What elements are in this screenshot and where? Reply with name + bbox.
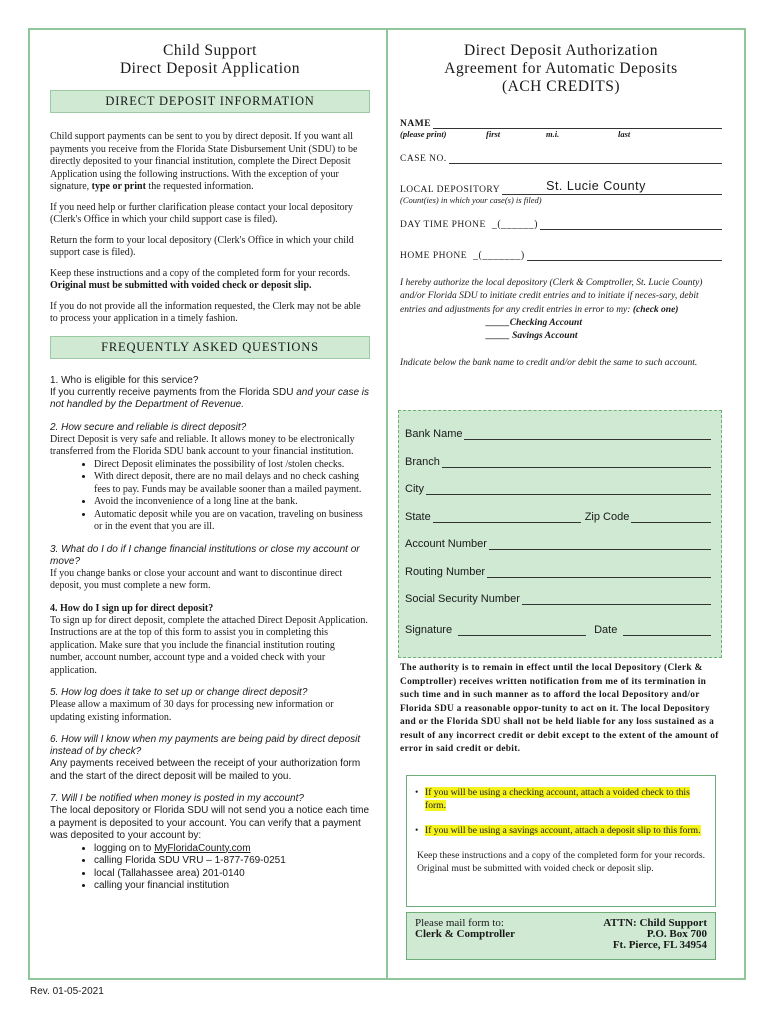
- attachment-notes-box: [406, 775, 716, 907]
- faq-a1: [50, 387, 370, 412]
- direct-deposit-info-band: DIRECT DEPOSIT INFORMATION: [50, 90, 370, 113]
- signature-label: Signature: [405, 624, 453, 636]
- faq-a2-bullets: [50, 459, 370, 534]
- savings-account-option[interactable]: _____ Savings Account: [486, 331, 578, 342]
- branch-input[interactable]: [442, 455, 711, 468]
- routing-number-row: [405, 565, 711, 578]
- list-item: • Direct Deposit eliminates the possibility of lost /stolen checks.: [94, 459, 370, 472]
- date-label: Date: [594, 624, 618, 636]
- state-input[interactable]: [433, 510, 581, 523]
- faq-q3: 3. What do I do if I change financial institutions or close my account or move?: [50, 543, 360, 567]
- list-item: • calling your financial institution: [94, 880, 370, 893]
- authorization-column: [400, 42, 722, 371]
- faq-band: FREQUENTLY ASKED QUESTIONS: [50, 336, 370, 359]
- authorize-text: I hereby authorize the local depository (Clerk & Comptroller, St. Lucie County) and/or Florida SDU to initiate credit entries and to initiate if neces-sary, debit entries and adjustments for any credit entries in error to my:: [400, 278, 703, 315]
- city-row: [405, 482, 711, 495]
- name-sub-last: last: [618, 129, 631, 139]
- faq-a1-text: If you currently receive payments from the Florida SDU: [50, 386, 297, 398]
- keep-bold: Original must be submitted with voided check or deposit slip.: [50, 280, 312, 291]
- home-phone-row: [400, 248, 722, 261]
- name-sub-print: (please print): [400, 129, 447, 139]
- depository-label: LOCAL DEPOSITORY: [400, 185, 501, 195]
- name-label: NAME: [400, 119, 432, 129]
- revision-label: Rev. 01-05-2021: [30, 986, 104, 997]
- routing-number-input[interactable]: [487, 565, 711, 578]
- faq-q2: 2. How secure and reliable is direct deposit?: [50, 421, 247, 433]
- intro-text-end: the requested information.: [145, 181, 254, 192]
- name-sublabels: [400, 129, 722, 139]
- faq-q5: 5. How log does it take to set up or change direct deposit?: [50, 687, 308, 698]
- faq-a3: If you change banks or close your account and want to discontinue direct deposit, you must complete a new form.: [50, 567, 343, 591]
- depository-sublabel: (Count(ies) in which your case(s) is filed): [400, 195, 542, 205]
- routing-number-label: Routing Number: [405, 565, 486, 578]
- name-sub-mi: m.i.: [546, 129, 560, 139]
- mail-label: Please mail form to:: [415, 917, 504, 929]
- depository-value: St. Lucie County: [546, 179, 646, 193]
- bullet-icon: •: [415, 787, 419, 798]
- keep-note: Keep these instructions and a copy of the completed form for your records. Original must be submitted with voided check or deposit slip.: [417, 850, 705, 874]
- keep-paragraph: [50, 268, 370, 293]
- mail-po-box: P.O. Box 700: [646, 928, 707, 940]
- intro-paragraph: [50, 131, 370, 194]
- checking-note: [415, 786, 707, 812]
- bank-name-row: [405, 427, 711, 440]
- date-input[interactable]: [623, 623, 711, 636]
- faq-a4: To sign up for direct deposit, complete the attached Direct Deposit Application. Instructions are at the top of this form to assist you in completing this application. Make sure that you include the financial institution routing number, account number, account type and a voided check with your application.: [50, 614, 368, 676]
- ssn-row: [405, 592, 711, 605]
- day-phone-row: [400, 217, 722, 230]
- case-input[interactable]: [449, 151, 722, 164]
- home-phone-input[interactable]: [527, 248, 722, 261]
- account-number-input[interactable]: [489, 537, 711, 550]
- faq-a7-bullets: [50, 843, 370, 893]
- case-label: CASE NO.: [400, 154, 447, 164]
- incomplete-paragraph: If you do not provide all the information requested, the Clerk may not be able to process your application in a timely fashion.: [50, 300, 361, 324]
- left-title: [50, 42, 370, 78]
- faq-a6: Any payments received between the receipt of your authorization form and the start of the direct deposit will be mailed to you.: [50, 758, 361, 782]
- day-phone-input[interactable]: [540, 217, 722, 230]
- list-item: [94, 843, 370, 856]
- name-row: [400, 116, 722, 129]
- name-field: [400, 116, 722, 139]
- faq-q4: 4. How do I sign up for direct deposit?: [50, 602, 214, 614]
- list-item: • Avoid the inconvenience of a long line at the bank.: [94, 496, 370, 509]
- checking-account-option[interactable]: _____Checking Account: [486, 317, 582, 328]
- list-item: • calling Florida SDU VRU – 1-877-769-0251: [94, 855, 370, 868]
- return-paragraph: Return the form to your local depository (Clerk's Office in which your child support case is filed).: [50, 234, 354, 258]
- bank-info-box: [398, 410, 722, 658]
- list-item: • With direct deposit, there are no mail delays and no check cashing fees to pay. Funds may be available sooner than a mailed payment.: [94, 471, 370, 496]
- list-item: • Automatic deposit while you are on vacation, traveling on business or in the event that you are ill.: [94, 509, 370, 534]
- branch-row: [405, 455, 711, 468]
- list-item: • local (Tallahassee area) 201-0140: [94, 868, 370, 881]
- mailing-address-box: [406, 912, 716, 960]
- ssn-label: Social Security Number: [405, 593, 520, 605]
- authorize-check-one: (check one): [632, 304, 679, 315]
- signature-date-row: [405, 623, 711, 636]
- mail-clerk: Clerk & Comptroller: [415, 928, 515, 940]
- name-input[interactable]: [433, 116, 722, 129]
- faq-q6: 6. How will I know when my payments are being paid by direct deposit instead of by check?: [50, 734, 361, 757]
- mail-attn: ATTN: Child Support: [603, 917, 707, 929]
- checking-note-text: If you will be using a checking account, attach a voided check to this form.: [425, 787, 690, 811]
- ssn-input[interactable]: [522, 592, 711, 605]
- faq-a5: Please allow a maximum of 30 days for processing new information or updating existing information.: [50, 699, 334, 723]
- bank-name-input[interactable]: [464, 427, 711, 440]
- indicate-paragraph: Indicate below the bank name to credit and/or debit the same to such account.: [400, 358, 698, 369]
- intro-bold: type or print: [91, 181, 146, 192]
- state-zip-row: [405, 510, 711, 523]
- left-title-line1: Child Support: [163, 42, 257, 59]
- column-divider: [386, 30, 388, 978]
- faq-a1-italic: and your case is not handled by the Department of Revenue.: [50, 386, 370, 410]
- bullet-icon: •: [415, 825, 419, 836]
- day-phone-area: _(______): [491, 219, 538, 230]
- instructions-column: [50, 42, 370, 893]
- myfloridacounty-link[interactable]: MyFloridaCounty.com: [154, 842, 251, 854]
- authorize-paragraph: [400, 277, 722, 317]
- home-phone-label: HOME PHONE: [400, 251, 468, 261]
- mail-city: Ft. Pierce, FL 34954: [612, 939, 707, 951]
- depository-input[interactable]: [502, 178, 722, 195]
- right-title-line3: (ACH CREDITS): [501, 78, 620, 95]
- zip-label: Zip Code: [584, 510, 630, 523]
- branch-label: Branch: [405, 455, 440, 468]
- faq-a7: The local depository or Florida SDU will not send you a notice each time a payment is deposited to your account. You can verify that a payment was deposited to your account by:: [50, 805, 370, 841]
- keep-text: Keep these instructions and a copy of the completed form for your records.: [50, 267, 351, 279]
- right-title-line2: Agreement for Automatic Deposits: [444, 60, 678, 77]
- account-number-row: [405, 537, 711, 550]
- depository-row: [400, 178, 722, 195]
- authority-paragraph: The authority is to remain in effect until the local Depository (Clerk & Comptroller) receives written notification from me of its termination in such time and in such manner as to afford the local Depository and/or Florida SDU a reasonable oppor-tunity to act on it. The local Depository and or the Florida SDU shall not be held liable for any loss sustained as a result of any incorrect credit or debit except to the extent of the amount of error in said credit or debit.: [400, 663, 719, 754]
- city-input[interactable]: [426, 482, 711, 495]
- savings-note-text: If you will be using a savings account, attach a deposit slip to this form.: [425, 825, 701, 836]
- home-phone-area: _(_______): [473, 250, 525, 261]
- right-title-line1: Direct Deposit Authorization: [464, 42, 658, 59]
- name-sub-first: first: [486, 129, 501, 139]
- right-title: [400, 42, 722, 96]
- intro-text: Child support payments can be sent to you by direct deposit. If you want all payments you receive from the Florida State Disbursement Unit (SDU) to be directly deposited to your financial institution, complete the Direct Deposit Application using the following instructions. With the exception of your signature,: [50, 131, 358, 192]
- day-phone-label: DAY TIME PHONE: [400, 220, 486, 230]
- account-number-label: Account Number: [405, 538, 487, 550]
- zip-input[interactable]: [631, 510, 711, 523]
- faq-q7: 7. Will I be notified when money is posted in my account?: [50, 793, 304, 804]
- city-label: City: [405, 483, 424, 495]
- help-paragraph: If you need help or further clarification please contact your local depository (Clerk's Office in which your child support case is filed).: [50, 201, 353, 225]
- bullet-prefix: logging on to: [94, 842, 155, 854]
- bank-name-label: Bank Name: [405, 428, 463, 440]
- faq-a2: Direct Deposit is very safe and reliable. It allows money to be electronically transferred from the Florida SDU bank account to your financial institution.: [50, 433, 355, 457]
- savings-note: [415, 824, 707, 837]
- faq-q1: 1. Who is eligible for this service?: [50, 374, 199, 386]
- state-label: State: [405, 510, 431, 523]
- case-row: [400, 151, 722, 164]
- left-title-line2: Direct Deposit Application: [119, 60, 301, 77]
- signature-input[interactable]: [458, 623, 586, 636]
- account-type-options: [400, 317, 722, 344]
